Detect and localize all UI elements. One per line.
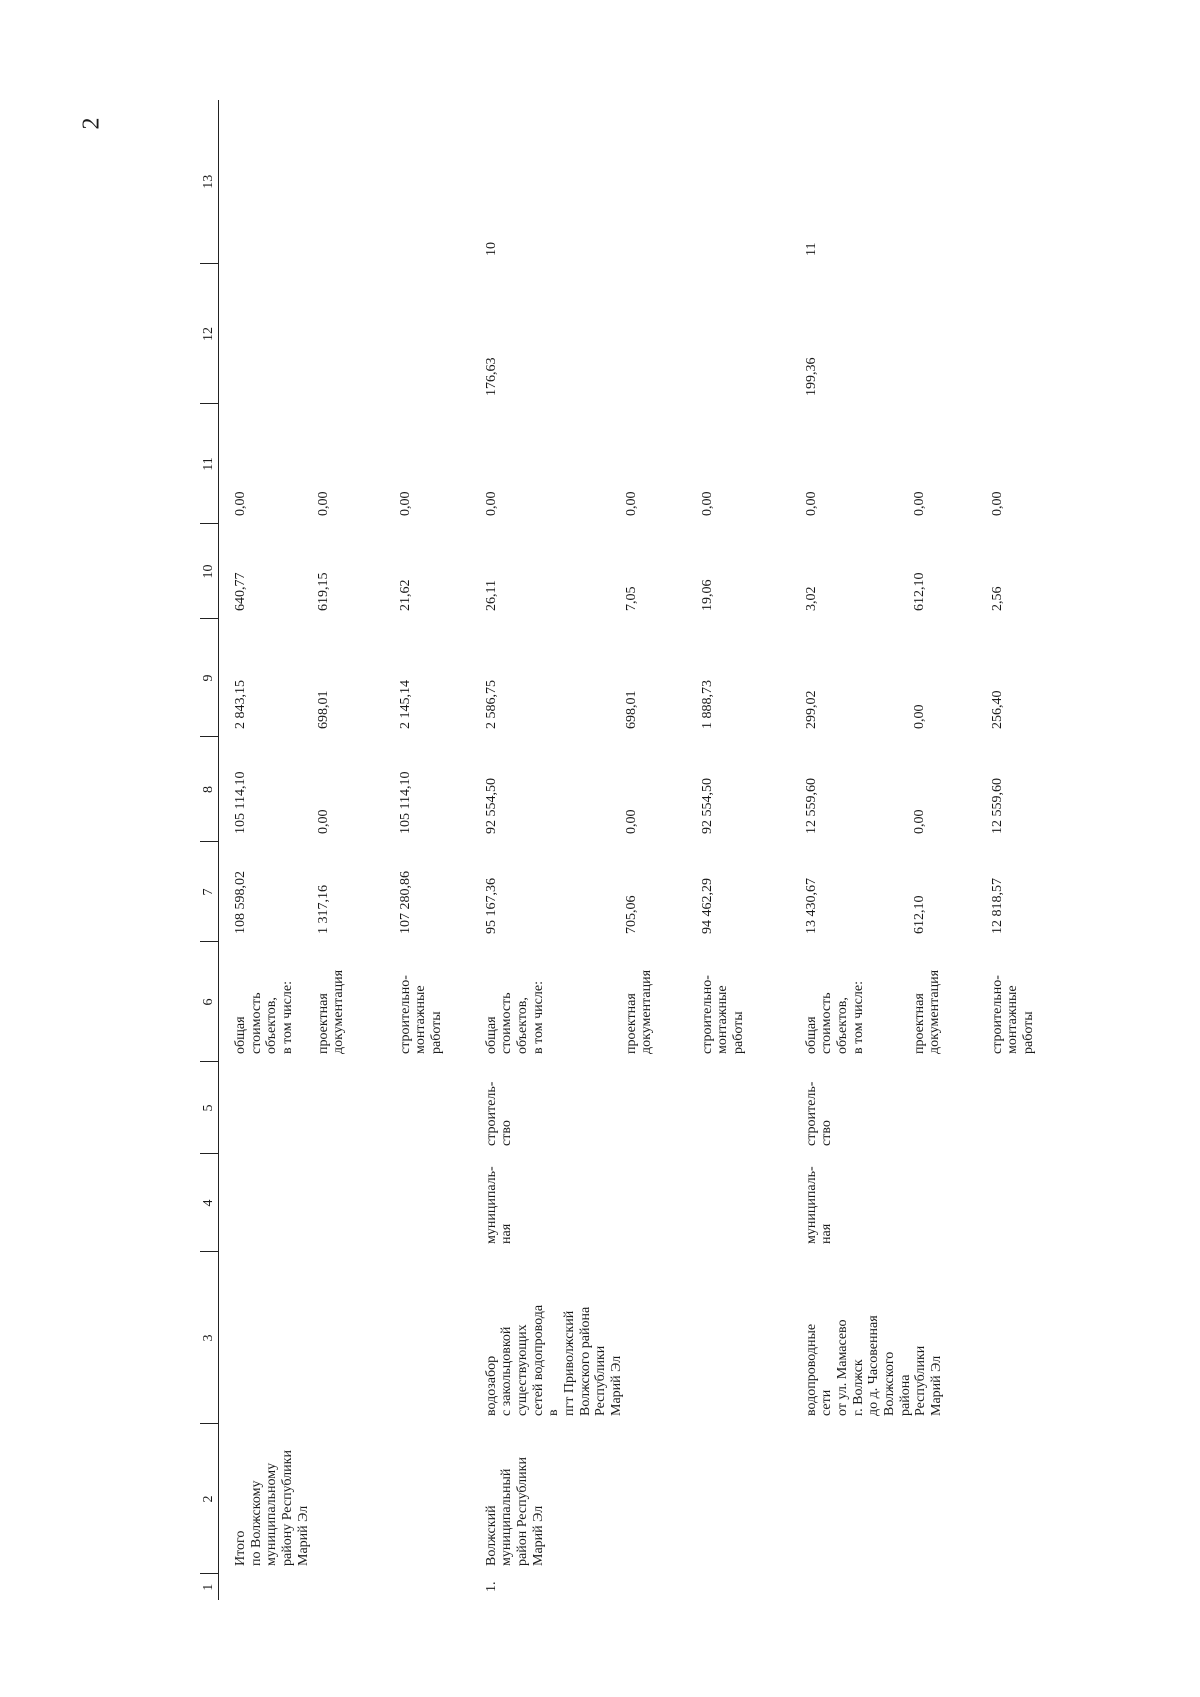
work-type: строитель- ство xyxy=(803,1081,835,1146)
table-cell: 0,00 xyxy=(315,491,331,516)
column-header: 8 xyxy=(200,737,219,842)
object-name: водозабор с закольцовкой существующих сетей водопровода в пгт Приволжский Волжского района Республики Марий Эл xyxy=(483,1304,625,1416)
table-row xyxy=(378,100,464,1600)
capacity-value: 199,36 xyxy=(803,357,819,396)
table-cell: 108 598,02 xyxy=(233,871,248,934)
table-cell: 299,02 xyxy=(803,690,819,729)
object-name: водопроводные сети от ул. Мамасево г. Волжск до д. Часовенная Волжского района Республики Марий Эл xyxy=(803,1315,945,1416)
cost-type: строительно- монтажные работы xyxy=(397,975,445,1054)
table-cell: 612,10 xyxy=(911,572,927,611)
cost-type: проектная документация xyxy=(623,969,655,1054)
column-header: 11 xyxy=(200,404,219,524)
cost-type: проектная документация xyxy=(315,969,347,1054)
column-header: 12 xyxy=(200,264,219,404)
table-cell: 2 145,14 xyxy=(397,680,413,729)
investment-table xyxy=(200,100,1054,1600)
table-cell: 640,77 xyxy=(233,572,248,611)
rotated-table-wrapper xyxy=(200,100,1100,1600)
table-cell: 12 818,57 xyxy=(989,878,1005,934)
column-header: 6 xyxy=(200,942,219,1062)
table-cell: 0,00 xyxy=(397,491,413,516)
table-cell: 0,00 xyxy=(803,491,819,516)
cost-type: строительно- монтажные работы xyxy=(699,975,747,1054)
table-cell: 0,00 xyxy=(911,491,927,516)
table-cell: 94 462,29 xyxy=(699,878,715,934)
table-cell: 1 888,73 xyxy=(699,680,715,729)
column-header: 13 xyxy=(200,100,219,264)
section-number: 1. xyxy=(483,1581,499,1592)
page-number: 2 xyxy=(78,117,105,130)
table-cell: 0,00 xyxy=(911,704,927,729)
table-cell: 3,02 xyxy=(803,586,819,611)
table-row xyxy=(464,100,604,1600)
table-cell: 698,01 xyxy=(315,690,331,729)
cost-type: строительно- монтажные работы xyxy=(989,975,1037,1054)
row-index: 11 xyxy=(803,242,819,256)
table-cell: 92 554,50 xyxy=(699,778,715,834)
cost-type: общая стоимость объектов, в том числе: xyxy=(803,981,866,1054)
table-cell: 0,00 xyxy=(315,809,331,834)
table-cell: 26,11 xyxy=(483,580,499,611)
table-cell: 12 559,60 xyxy=(803,778,819,834)
column-header: 3 xyxy=(200,1252,219,1424)
table-cell: 21,62 xyxy=(397,579,413,611)
table-cell: 92 554,50 xyxy=(483,778,499,834)
table-cell: 105 114,10 xyxy=(233,771,248,834)
column-number-row xyxy=(200,100,219,1600)
table-cell: 2 843,15 xyxy=(233,680,248,729)
table-row xyxy=(219,100,296,1600)
table-cell: 0,00 xyxy=(989,491,1005,516)
capacity-value: 176,63 xyxy=(483,357,499,396)
table-cell: 0,00 xyxy=(911,809,927,834)
column-header: 5 xyxy=(200,1062,219,1154)
table-cell: 2,56 xyxy=(989,586,1005,611)
table-row xyxy=(296,100,378,1600)
cost-type: общая стоимость объектов, в том числе: xyxy=(233,981,296,1054)
table-cell: 13 430,67 xyxy=(803,878,819,934)
table-cell: 619,15 xyxy=(315,572,331,611)
table-cell: 2 586,75 xyxy=(483,680,499,729)
table-cell: 7,05 xyxy=(623,586,639,611)
column-header: 1 xyxy=(200,1574,219,1600)
table-cell: 107 280,86 xyxy=(397,871,413,934)
section-name: Волжский муниципальный район Республики Марий Эл xyxy=(483,1457,546,1566)
table-cell: 612,10 xyxy=(911,895,927,934)
table-cell: 705,06 xyxy=(623,895,639,934)
table-cell: 0,00 xyxy=(623,809,639,834)
ownership: муниципаль- ная xyxy=(803,1166,835,1244)
table-cell: 256,40 xyxy=(989,690,1005,729)
table-cell: 0,00 xyxy=(623,491,639,516)
table-cell: 0,00 xyxy=(699,491,715,516)
ownership: муниципаль- ная xyxy=(483,1166,515,1244)
table-row xyxy=(784,100,892,1600)
row-index: 10 xyxy=(483,242,499,256)
table-cell: 0,00 xyxy=(233,491,248,516)
column-header: 7 xyxy=(200,842,219,942)
column-header: 9 xyxy=(200,619,219,737)
table-cell: 0,00 xyxy=(483,491,499,516)
table-cell: 19,06 xyxy=(699,579,715,611)
work-type: строитель- ство xyxy=(483,1081,515,1146)
total-label: Итого по Волжскому муниципальному району Республики Марий Эл xyxy=(233,1450,311,1566)
column-header: 10 xyxy=(200,524,219,619)
cost-type: проектная документация xyxy=(911,969,943,1054)
table-cell: 105 114,10 xyxy=(397,771,413,834)
table-cell: 1 317,16 xyxy=(315,885,331,934)
column-header: 2 xyxy=(200,1424,219,1574)
cost-type: общая стоимость объектов, в том числе: xyxy=(483,981,546,1054)
column-header: 4 xyxy=(200,1154,219,1252)
table-cell: 698,01 xyxy=(623,690,639,729)
table-cell: 95 167,36 xyxy=(483,878,499,934)
table-cell: 12 559,60 xyxy=(989,778,1005,834)
